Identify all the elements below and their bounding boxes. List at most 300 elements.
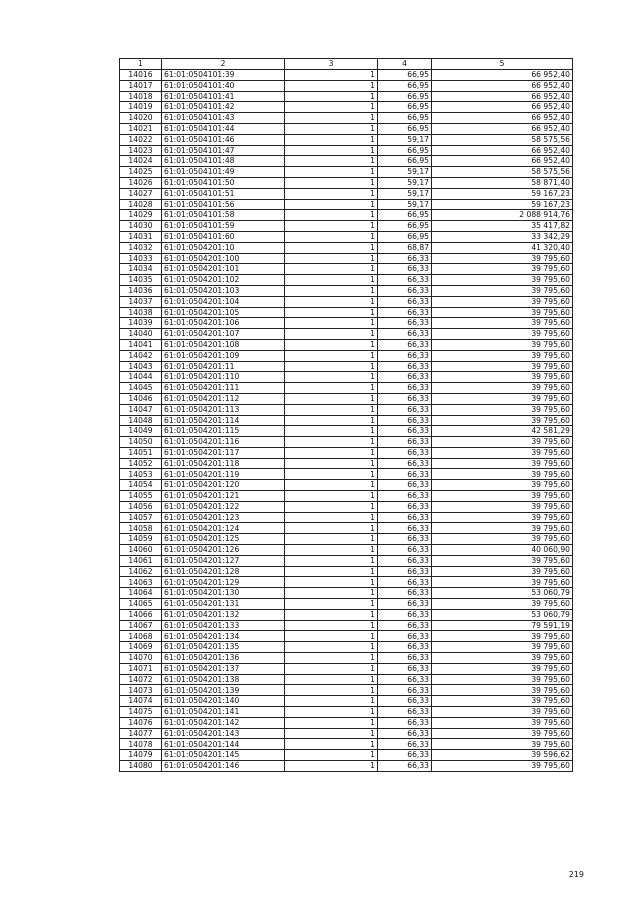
table-cell-col-5: 39 795,60: [432, 253, 573, 264]
header-row: [120, 59, 573, 70]
table-cell-col-4: 66,33: [378, 350, 432, 361]
table-cell-col-4: 66,33: [378, 674, 432, 685]
table-row: [120, 739, 573, 750]
table-cell-col-2: 61:01:0504201:112: [162, 393, 285, 404]
table-cell-col-3: 1: [285, 264, 378, 275]
table-cell-col-5: 39 795,60: [432, 674, 573, 685]
table-cell-col-2: 61:01:0504201:127: [162, 555, 285, 566]
table-cell-col-1: 14065: [120, 599, 162, 610]
table-row: [120, 577, 573, 588]
table-cell-col-5: 39 795,60: [432, 707, 573, 718]
table-cell-col-2: 61:01:0504201:126: [162, 545, 285, 556]
table-row: [120, 221, 573, 232]
table-cell-col-3: 1: [285, 491, 378, 502]
table-cell-col-3: 1: [285, 393, 378, 404]
table-cell-col-5: 39 795,60: [432, 415, 573, 426]
table-row: [120, 620, 573, 631]
table-cell-col-2: 61:01:0504201:106: [162, 318, 285, 329]
table-cell-col-3: 1: [285, 480, 378, 491]
table-cell-col-3: 1: [285, 566, 378, 577]
table-row: [120, 275, 573, 286]
table-cell-col-5: 39 795,60: [432, 501, 573, 512]
table-cell-col-3: 1: [285, 339, 378, 350]
table-cell-col-5: 39 795,60: [432, 577, 573, 588]
table-cell-col-2: 61:01:0504101:46: [162, 134, 285, 145]
table-cell-col-5: 40 060,90: [432, 545, 573, 556]
table-cell-col-5: 39 795,60: [432, 329, 573, 340]
table-cell-col-3: 1: [285, 307, 378, 318]
table-cell-col-5: 39 795,60: [432, 491, 573, 502]
table-cell-col-4: 66,33: [378, 264, 432, 275]
table-row: [120, 264, 573, 275]
table-row: [120, 588, 573, 599]
table-cell-col-1: 14034: [120, 264, 162, 275]
table-cell-col-5: 53 060,79: [432, 588, 573, 599]
table-row: [120, 372, 573, 383]
table-cell-col-4: 66,33: [378, 491, 432, 502]
table-cell-col-1: 14045: [120, 383, 162, 394]
table-cell-col-4: 66,33: [378, 329, 432, 340]
table-cell-col-3: 1: [285, 70, 378, 81]
table-row: [120, 329, 573, 340]
table-cell-col-2: 61:01:0504201:100: [162, 253, 285, 264]
table-cell-col-1: 14078: [120, 739, 162, 750]
table-cell-col-3: 1: [285, 177, 378, 188]
table-cell-col-3: 1: [285, 642, 378, 653]
table-cell-col-3: 1: [285, 426, 378, 437]
table-cell-col-1: 14044: [120, 372, 162, 383]
table-cell-col-3: 1: [285, 512, 378, 523]
table-cell-col-1: 14067: [120, 620, 162, 631]
table-cell-col-3: 1: [285, 188, 378, 199]
table-cell-col-5: 66 952,40: [432, 70, 573, 81]
table-cell-col-2: 61:01:0504201:128: [162, 566, 285, 577]
table-cell-col-3: 1: [285, 210, 378, 221]
table-cell-col-3: 1: [285, 674, 378, 685]
table-cell-col-3: 1: [285, 534, 378, 545]
table-cell-col-1: 14053: [120, 469, 162, 480]
table-cell-col-2: 61:01:0504201:143: [162, 728, 285, 739]
table-cell-col-1: 14055: [120, 491, 162, 502]
table-cell-col-3: 1: [285, 80, 378, 91]
table-cell-col-2: 61:01:0504201:146: [162, 761, 285, 772]
table-row: [120, 501, 573, 512]
table-row: [120, 253, 573, 264]
table-cell-col-5: 66 952,40: [432, 156, 573, 167]
table-cell-col-2: 61:01:0504201:137: [162, 663, 285, 674]
table-row: [120, 318, 573, 329]
table-cell-col-4: 66,33: [378, 696, 432, 707]
table-cell-col-5: 39 795,60: [432, 404, 573, 415]
table-cell-col-4: 66,95: [378, 145, 432, 156]
table-cell-col-2: 61:01:0504101:50: [162, 177, 285, 188]
table-cell-col-3: 1: [285, 577, 378, 588]
table-cell-col-2: 61:01:0504201:104: [162, 296, 285, 307]
table-cell-col-2: 61:01:0504201:115: [162, 426, 285, 437]
table-cell-col-5: 39 795,60: [432, 480, 573, 491]
table-row: [120, 199, 573, 210]
table-row: [120, 534, 573, 545]
table-row: [120, 210, 573, 221]
table-cell-col-4: 66,33: [378, 685, 432, 696]
table-cell-col-1: 14028: [120, 199, 162, 210]
table-row: [120, 437, 573, 448]
table-cell-col-4: 66,33: [378, 285, 432, 296]
table-cell-col-1: 14080: [120, 761, 162, 772]
table-row: [120, 491, 573, 502]
table-cell-col-3: 1: [285, 372, 378, 383]
table-cell-col-5: 59 167,23: [432, 188, 573, 199]
table-cell-col-1: 14022: [120, 134, 162, 145]
table-cell-col-5: 39 596,62: [432, 750, 573, 761]
table-row: [120, 339, 573, 350]
table-cell-col-5: 42 581,29: [432, 426, 573, 437]
table-cell-col-1: 14063: [120, 577, 162, 588]
table-row: [120, 447, 573, 458]
table-cell-col-3: 1: [285, 707, 378, 718]
table-cell-col-5: 33 342,29: [432, 231, 573, 242]
table-cell-col-3: 1: [285, 275, 378, 286]
table-row: [120, 393, 573, 404]
table-cell-col-4: 66,33: [378, 761, 432, 772]
table-cell-col-2: 61:01:0504201:129: [162, 577, 285, 588]
table-cell-col-5: 79 591,19: [432, 620, 573, 631]
table-row: [120, 167, 573, 178]
table-cell-col-4: 66,33: [378, 739, 432, 750]
table-cell-col-5: 39 795,60: [432, 696, 573, 707]
table-row: [120, 566, 573, 577]
table-cell-col-4: 66,33: [378, 534, 432, 545]
table-cell-col-1: 14064: [120, 588, 162, 599]
table-cell-col-2: 61:01:0504201:114: [162, 415, 285, 426]
table-cell-col-2: 61:01:0504101:44: [162, 123, 285, 134]
table-cell-col-4: 66,33: [378, 383, 432, 394]
table-cell-col-2: 61:01:0504201:118: [162, 458, 285, 469]
table-row: [120, 663, 573, 674]
table-cell-col-3: 1: [285, 415, 378, 426]
table-row: [120, 361, 573, 372]
table-cell-col-4: 66,33: [378, 512, 432, 523]
table-cell-col-3: 1: [285, 620, 378, 631]
table-cell-col-1: 14047: [120, 404, 162, 415]
table-cell-col-1: 14020: [120, 113, 162, 124]
table-cell-col-4: 59,17: [378, 134, 432, 145]
table-cell-col-5: 53 060,79: [432, 609, 573, 620]
data-table: [119, 58, 573, 772]
table-cell-col-2: 61:01:0504201:131: [162, 599, 285, 610]
table-cell-col-4: 66,33: [378, 275, 432, 286]
table-cell-col-4: 66,33: [378, 728, 432, 739]
table-cell-col-2: 61:01:0504101:59: [162, 221, 285, 232]
table-cell-col-2: 61:01:0504201:142: [162, 717, 285, 728]
table-cell-col-5: 39 795,60: [432, 372, 573, 383]
table-cell-col-1: 14032: [120, 242, 162, 253]
table-cell-col-3: 1: [285, 145, 378, 156]
table-cell-col-2: 61:01:0504201:145: [162, 750, 285, 761]
table-cell-col-2: 61:01:0504201:103: [162, 285, 285, 296]
table-row: [120, 242, 573, 253]
table-cell-col-5: 59 167,23: [432, 199, 573, 210]
table-header: [120, 59, 573, 70]
table-cell-col-1: 14079: [120, 750, 162, 761]
table-cell-col-4: 66,33: [378, 523, 432, 534]
table-cell-col-4: 66,33: [378, 663, 432, 674]
table-cell-col-1: 14061: [120, 555, 162, 566]
table-cell-col-5: 39 795,60: [432, 296, 573, 307]
table-row: [120, 426, 573, 437]
table-cell-col-2: 61:01:0504101:42: [162, 102, 285, 113]
table-cell-col-5: 39 795,60: [432, 307, 573, 318]
table-cell-col-1: 14043: [120, 361, 162, 372]
table-row: [120, 512, 573, 523]
table-row: [120, 91, 573, 102]
table-cell-col-3: 1: [285, 285, 378, 296]
table-cell-col-3: 1: [285, 653, 378, 664]
table-row: [120, 383, 573, 394]
table-cell-col-5: 2 088 914,76: [432, 210, 573, 221]
table-cell-col-2: 61:01:0504101:60: [162, 231, 285, 242]
table-row: [120, 653, 573, 664]
table-cell-col-2: 61:01:0504201:123: [162, 512, 285, 523]
table-cell-col-5: 39 795,60: [432, 663, 573, 674]
table-cell-col-5: 39 795,60: [432, 761, 573, 772]
table-cell-col-1: 14060: [120, 545, 162, 556]
table-cell-col-2: 61:01:0504201:105: [162, 307, 285, 318]
table-cell-col-5: 39 795,60: [432, 555, 573, 566]
table-cell-col-4: 66,33: [378, 447, 432, 458]
table-cell-col-2: 61:01:0504201:120: [162, 480, 285, 491]
table-cell-col-4: 66,33: [378, 577, 432, 588]
table-cell-col-5: 39 795,60: [432, 631, 573, 642]
table-cell-col-4: 66,95: [378, 221, 432, 232]
table-cell-col-2: 61:01:0504101:39: [162, 70, 285, 81]
table-cell-col-3: 1: [285, 458, 378, 469]
table-cell-col-2: 61:01:0504101:41: [162, 91, 285, 102]
table-cell-col-3: 1: [285, 555, 378, 566]
table-cell-col-4: 66,33: [378, 750, 432, 761]
table-cell-col-3: 1: [285, 329, 378, 340]
table-cell-col-2: 61:01:0504101:43: [162, 113, 285, 124]
table-cell-col-3: 1: [285, 242, 378, 253]
table-cell-col-4: 66,33: [378, 555, 432, 566]
table-cell-col-1: 14046: [120, 393, 162, 404]
table-cell-col-2: 61:01:0504101:40: [162, 80, 285, 91]
table-cell-col-5: 39 795,60: [432, 393, 573, 404]
table-cell-col-1: 14075: [120, 707, 162, 718]
table-row: [120, 717, 573, 728]
table-cell-col-1: 14059: [120, 534, 162, 545]
table-cell-col-4: 66,33: [378, 609, 432, 620]
table-cell-col-5: 39 795,60: [432, 339, 573, 350]
table-cell-col-1: 14024: [120, 156, 162, 167]
table-cell-col-4: 66,33: [378, 545, 432, 556]
table-cell-col-5: 39 795,60: [432, 458, 573, 469]
table-cell-col-2: 61:01:0504201:110: [162, 372, 285, 383]
table-cell-col-3: 1: [285, 296, 378, 307]
table-cell-col-3: 1: [285, 437, 378, 448]
table-cell-col-5: 39 795,60: [432, 534, 573, 545]
column-header-5: 5: [432, 59, 573, 70]
table-cell-col-3: 1: [285, 545, 378, 556]
table-cell-col-4: 68,87: [378, 242, 432, 253]
table-cell-col-4: 66,33: [378, 437, 432, 448]
table-cell-col-1: 14070: [120, 653, 162, 664]
column-header-3: 3: [285, 59, 378, 70]
table-row: [120, 707, 573, 718]
table-cell-col-2: 61:01:0504201:108: [162, 339, 285, 350]
table-cell-col-1: 14058: [120, 523, 162, 534]
table-cell-col-3: 1: [285, 523, 378, 534]
table-cell-col-1: 14071: [120, 663, 162, 674]
table-cell-col-4: 66,33: [378, 458, 432, 469]
table-cell-col-1: 14025: [120, 167, 162, 178]
table-cell-col-2: 61:01:0504201:140: [162, 696, 285, 707]
table-cell-col-1: 14033: [120, 253, 162, 264]
table-cell-col-4: 66,95: [378, 102, 432, 113]
column-header-4: 4: [378, 59, 432, 70]
table-row: [120, 750, 573, 761]
table-cell-col-4: 66,95: [378, 80, 432, 91]
table-cell-col-4: 66,33: [378, 717, 432, 728]
table-cell-col-5: 39 795,60: [432, 447, 573, 458]
table-cell-col-5: 66 952,40: [432, 102, 573, 113]
table-cell-col-5: 66 952,40: [432, 91, 573, 102]
table-cell-col-3: 1: [285, 221, 378, 232]
table-cell-col-3: 1: [285, 361, 378, 372]
table-cell-col-1: 14069: [120, 642, 162, 653]
table-row: [120, 728, 573, 739]
table-row: [120, 480, 573, 491]
table-cell-col-5: 39 795,60: [432, 523, 573, 534]
table-cell-col-1: 14023: [120, 145, 162, 156]
table-cell-col-3: 1: [285, 696, 378, 707]
table-cell-col-3: 1: [285, 404, 378, 415]
table-cell-col-5: 66 952,40: [432, 113, 573, 124]
table-row: [120, 188, 573, 199]
table-cell-col-2: 61:01:0504201:132: [162, 609, 285, 620]
table-cell-col-2: 61:01:0504201:138: [162, 674, 285, 685]
table-cell-col-4: 66,33: [378, 318, 432, 329]
table-cell-col-4: 66,33: [378, 307, 432, 318]
table-cell-col-2: 61:01:0504101:51: [162, 188, 285, 199]
table-row: [120, 599, 573, 610]
table-cell-col-1: 14019: [120, 102, 162, 113]
table-row: [120, 404, 573, 415]
table-cell-col-3: 1: [285, 685, 378, 696]
table-cell-col-1: 14049: [120, 426, 162, 437]
table-cell-col-4: 59,17: [378, 167, 432, 178]
table-cell-col-2: 61:01:0504201:125: [162, 534, 285, 545]
table-cell-col-1: 14017: [120, 80, 162, 91]
table-cell-col-5: 39 795,60: [432, 275, 573, 286]
table-cell-col-5: 39 795,60: [432, 285, 573, 296]
table-row: [120, 523, 573, 534]
table-row: [120, 123, 573, 134]
table-row: [120, 674, 573, 685]
table-cell-col-3: 1: [285, 717, 378, 728]
table-cell-col-4: 66,33: [378, 296, 432, 307]
table-cell-col-3: 1: [285, 599, 378, 610]
table-cell-col-4: 66,33: [378, 393, 432, 404]
table-cell-col-1: 14054: [120, 480, 162, 491]
table-row: [120, 469, 573, 480]
table-cell-col-1: 14037: [120, 296, 162, 307]
table-cell-col-2: 61:01:0504201:116: [162, 437, 285, 448]
table-cell-col-1: 14050: [120, 437, 162, 448]
table-cell-col-4: 66,95: [378, 231, 432, 242]
table-cell-col-2: 61:01:0504201:10: [162, 242, 285, 253]
page-number: 219: [568, 870, 584, 879]
table-cell-col-4: 66,95: [378, 210, 432, 221]
table-cell-col-4: 66,95: [378, 70, 432, 81]
column-header-2: 2: [162, 59, 285, 70]
table-cell-col-3: 1: [285, 501, 378, 512]
table-cell-col-5: 66 952,40: [432, 123, 573, 134]
table-cell-col-5: 39 795,60: [432, 264, 573, 275]
table-cell-col-5: 39 795,60: [432, 383, 573, 394]
table-cell-col-2: 61:01:0504101:49: [162, 167, 285, 178]
table-cell-col-1: 14042: [120, 350, 162, 361]
table-cell-col-1: 14018: [120, 91, 162, 102]
table-cell-col-3: 1: [285, 102, 378, 113]
table-cell-col-4: 66,33: [378, 501, 432, 512]
table-cell-col-1: 14035: [120, 275, 162, 286]
table-cell-col-4: 66,33: [378, 426, 432, 437]
table-cell-col-1: 14062: [120, 566, 162, 577]
table-cell-col-2: 61:01:0504201:102: [162, 275, 285, 286]
table-cell-col-5: 39 795,60: [432, 653, 573, 664]
table-row: [120, 102, 573, 113]
table-cell-col-5: 39 795,60: [432, 642, 573, 653]
table-cell-col-2: 61:01:0504201:130: [162, 588, 285, 599]
table-cell-col-5: 39 795,60: [432, 437, 573, 448]
table-row: [120, 685, 573, 696]
table-cell-col-2: 61:01:0504201:136: [162, 653, 285, 664]
table-cell-col-2: 61:01:0504201:111: [162, 383, 285, 394]
table-cell-col-4: 59,17: [378, 177, 432, 188]
table-cell-col-2: 61:01:0504201:134: [162, 631, 285, 642]
table-cell-col-4: 66,95: [378, 91, 432, 102]
table-row: [120, 642, 573, 653]
table-cell-col-5: 39 795,60: [432, 728, 573, 739]
table-row: [120, 145, 573, 156]
table-row: [120, 631, 573, 642]
table-cell-col-3: 1: [285, 91, 378, 102]
table-row: [120, 285, 573, 296]
table-row: [120, 307, 573, 318]
table-body: [120, 70, 573, 772]
table-cell-col-3: 1: [285, 663, 378, 674]
table-cell-col-1: 14036: [120, 285, 162, 296]
table-cell-col-3: 1: [285, 609, 378, 620]
table-cell-col-1: 14038: [120, 307, 162, 318]
table-cell-col-2: 61:01:0504201:122: [162, 501, 285, 512]
table-cell-col-4: 66,33: [378, 653, 432, 664]
table-cell-col-3: 1: [285, 350, 378, 361]
table-row: [120, 113, 573, 124]
table-row: [120, 609, 573, 620]
table-cell-col-3: 1: [285, 134, 378, 145]
table-cell-col-3: 1: [285, 728, 378, 739]
table-cell-col-5: 39 795,60: [432, 512, 573, 523]
table-cell-col-5: 35 417,82: [432, 221, 573, 232]
table-row: [120, 177, 573, 188]
table-cell-col-4: 66,33: [378, 707, 432, 718]
table-cell-col-2: 61:01:0504201:141: [162, 707, 285, 718]
table-cell-col-5: 39 795,60: [432, 717, 573, 728]
table-cell-col-4: 66,33: [378, 599, 432, 610]
table-cell-col-2: 61:01:0504201:121: [162, 491, 285, 502]
